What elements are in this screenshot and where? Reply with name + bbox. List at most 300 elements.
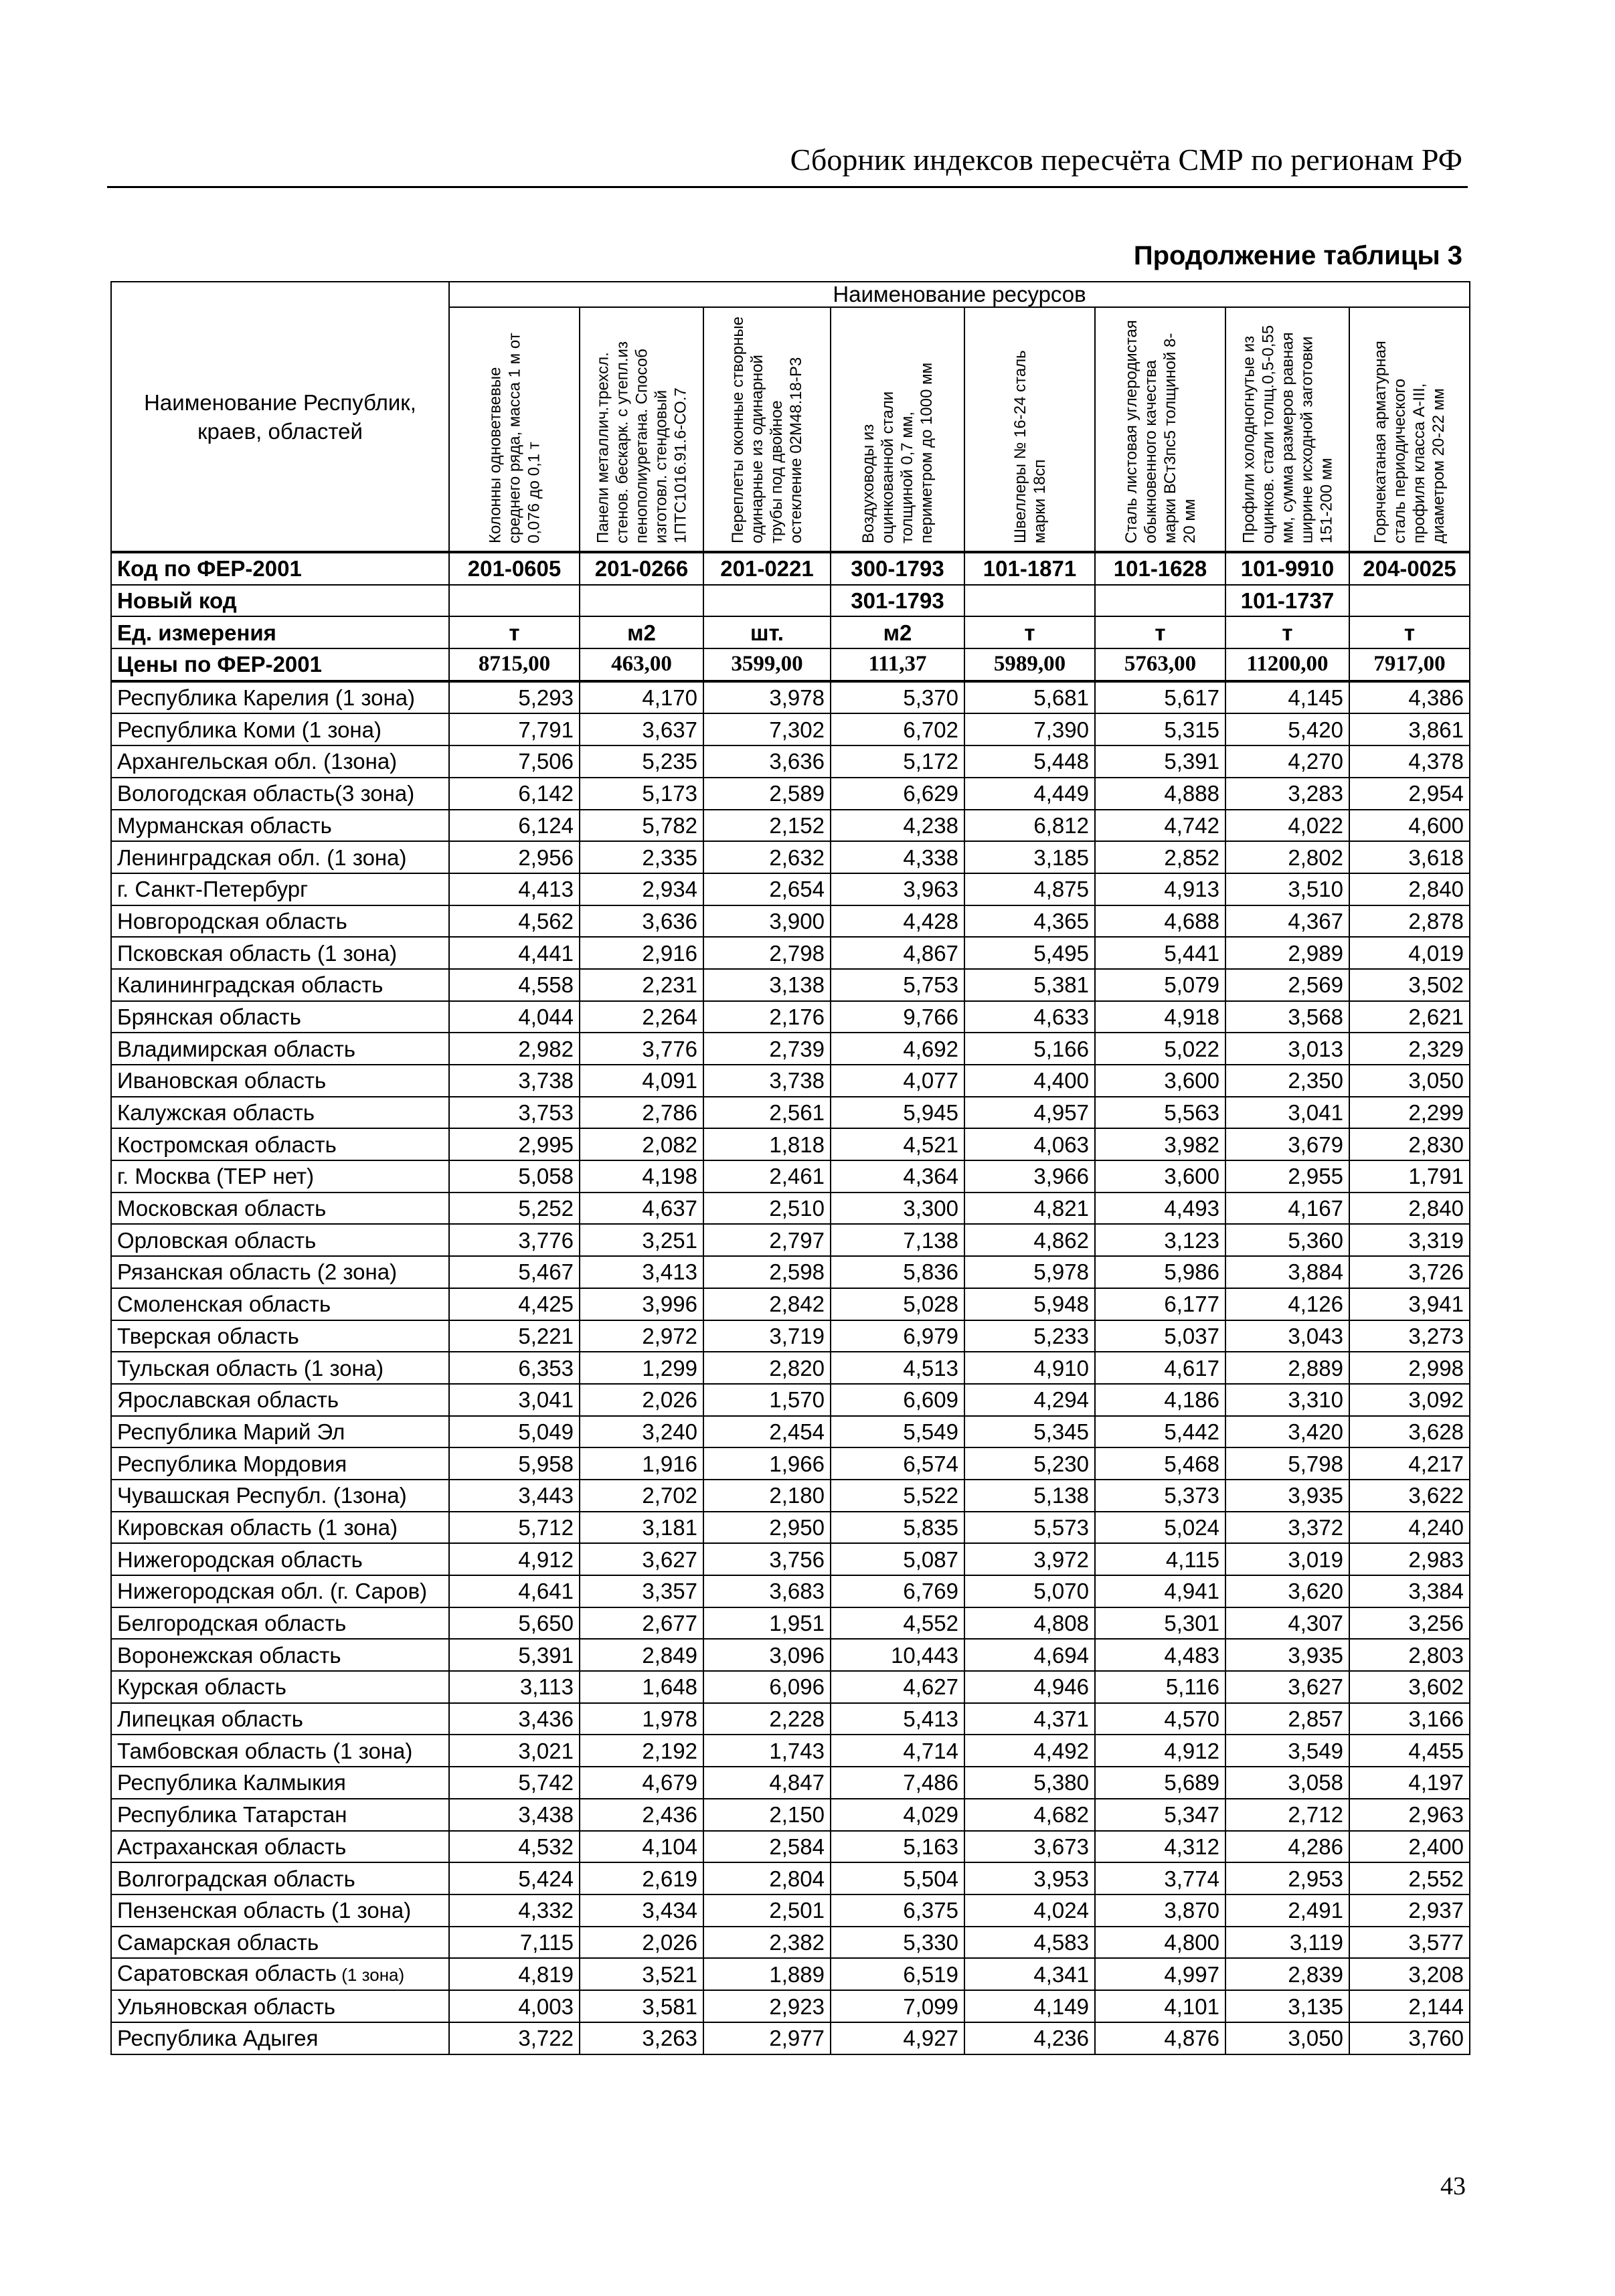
- price-cell: 463,00: [580, 648, 703, 681]
- index-value-cell: 5,563: [1095, 1097, 1225, 1129]
- index-value-cell: 2,350: [1225, 1065, 1349, 1097]
- index-value-cell: 4,912: [449, 1543, 580, 1575]
- index-value-cell: 4,714: [831, 1735, 964, 1767]
- index-value-cell: 3,138: [703, 969, 831, 1001]
- index-value-cell: 5,948: [964, 1288, 1095, 1320]
- index-value-cell: 2,937: [1349, 1894, 1470, 1927]
- unit-cell: м2: [580, 616, 703, 648]
- index-value-cell: 4,428: [831, 905, 964, 938]
- index-value-cell: 5,689: [1095, 1767, 1225, 1799]
- index-value-cell: 5,235: [580, 745, 703, 778]
- index-value-cell: 5,373: [1095, 1480, 1225, 1512]
- index-value-cell: 1,916: [580, 1447, 703, 1480]
- index-value-cell: 2,264: [580, 1001, 703, 1033]
- region-name-cell: [111, 1862, 449, 1894]
- index-value-cell: 3,019: [1225, 1543, 1349, 1575]
- index-value-cell: 6,979: [831, 1320, 964, 1352]
- region-name-cell: [111, 1671, 449, 1703]
- index-value-cell: 4,413: [449, 873, 580, 905]
- region-name-cell: [111, 1799, 449, 1831]
- index-value-cell: 3,310: [1225, 1384, 1349, 1416]
- region-name: Республика Калмыкия: [117, 1770, 346, 1795]
- index-value-cell: 5,173: [580, 778, 703, 810]
- index-value-cell: 5,782: [580, 810, 703, 842]
- index-value-cell: 4,270: [1225, 745, 1349, 778]
- index-value-cell: 2,712: [1225, 1799, 1349, 1831]
- index-value-cell: 4,455: [1349, 1735, 1470, 1767]
- index-value-cell: 3,263: [580, 2022, 703, 2054]
- fer-code-cell: 101-9910: [1225, 552, 1349, 585]
- region-name-cell: [111, 1065, 449, 1097]
- index-value-cell: 2,299: [1349, 1097, 1470, 1129]
- index-value-cell: 2,082: [580, 1128, 703, 1160]
- table-row: [111, 1543, 1470, 1575]
- index-value-cell: 5,391: [1095, 745, 1225, 778]
- index-value-cell: 10,443: [831, 1639, 964, 1671]
- resource-name: Профили холодногнутые из оцинков. стали толщ.0,5-0,55 мм, сумма размеров равная ширине исходной заготовки 151-200 мм: [1240, 325, 1335, 543]
- region-name-cell: [111, 1639, 449, 1671]
- region-name-cell: [111, 1320, 449, 1352]
- unit-cell: т: [964, 616, 1095, 648]
- table-row: [111, 1160, 1470, 1193]
- resource-column-header: [1095, 307, 1225, 552]
- index-value-cell: 5,037: [1095, 1320, 1225, 1352]
- index-value-cell: 1,743: [703, 1735, 831, 1767]
- new-code-cell: [1095, 585, 1225, 617]
- index-value-cell: 4,617: [1095, 1352, 1225, 1384]
- table-row: [111, 1958, 1470, 1990]
- index-value-cell: 5,836: [831, 1256, 964, 1288]
- index-value-cell: 5,360: [1225, 1224, 1349, 1256]
- index-value-cell: 2,977: [703, 2022, 831, 2054]
- index-value-cell: 5,712: [449, 1512, 580, 1544]
- region-name: Мурманская область: [117, 812, 332, 838]
- new-code-cell: [964, 585, 1095, 617]
- region-name-cell: [111, 1160, 449, 1193]
- index-value-cell: 7,390: [964, 713, 1095, 745]
- region-name-cell: [111, 1097, 449, 1129]
- index-value-cell: 4,332: [449, 1894, 580, 1927]
- index-value-cell: 3,900: [703, 905, 831, 938]
- index-value-cell: 4,641: [449, 1575, 580, 1607]
- table-row: [111, 1320, 1470, 1352]
- index-value-cell: 3,620: [1225, 1575, 1349, 1607]
- table-row: [111, 873, 1470, 905]
- unit-row-label: Ед. измерения: [111, 616, 449, 648]
- index-value-cell: 2,454: [703, 1416, 831, 1448]
- index-value-cell: 2,152: [703, 810, 831, 842]
- resource-column-header: [1225, 307, 1349, 552]
- region-name-cell: [111, 969, 449, 1001]
- index-value-cell: 4,238: [831, 810, 964, 842]
- index-value-cell: 3,935: [1225, 1480, 1349, 1512]
- index-value-cell: 2,584: [703, 1831, 831, 1863]
- index-value-cell: 3,240: [580, 1416, 703, 1448]
- fer-code-cell: 101-1871: [964, 552, 1095, 585]
- index-value-cell: 4,912: [1095, 1735, 1225, 1767]
- price-cell: 11200,00: [1225, 648, 1349, 681]
- index-value-cell: 5,024: [1095, 1512, 1225, 1544]
- index-value-cell: 4,236: [964, 2022, 1095, 2054]
- index-value-cell: 3,521: [580, 1958, 703, 1990]
- index-value-cell: 5,986: [1095, 1256, 1225, 1288]
- index-value-cell: 5,573: [964, 1512, 1095, 1544]
- index-value-cell: 2,569: [1225, 969, 1349, 1001]
- index-value-cell: 5,617: [1095, 681, 1225, 714]
- index-value-cell: 2,802: [1225, 841, 1349, 873]
- index-value-cell: 2,180: [703, 1480, 831, 1512]
- index-value-cell: 5,028: [831, 1288, 964, 1320]
- region-name-cell: [111, 713, 449, 745]
- index-value-cell: 1,570: [703, 1384, 831, 1416]
- index-value-cell: 4,682: [964, 1799, 1095, 1831]
- index-value-cell: 4,532: [449, 1831, 580, 1863]
- index-value-cell: 7,138: [831, 1224, 964, 1256]
- index-value-cell: 3,502: [1349, 969, 1470, 1001]
- new-code-cell: [449, 585, 580, 617]
- table-row: [111, 1033, 1470, 1065]
- index-value-cell: 3,021: [449, 1735, 580, 1767]
- index-value-cell: 4,558: [449, 969, 580, 1001]
- index-value-cell: 2,144: [1349, 1990, 1470, 2022]
- region-name: Волгоградская область: [117, 1866, 355, 1891]
- index-value-cell: 4,910: [964, 1352, 1095, 1384]
- index-value-cell: 2,589: [703, 778, 831, 810]
- index-value-cell: 4,583: [964, 1927, 1095, 1959]
- index-value-cell: 2,982: [449, 1033, 580, 1065]
- table-row: [111, 1831, 1470, 1863]
- index-value-cell: 4,679: [580, 1767, 703, 1799]
- index-value-cell: 6,812: [964, 810, 1095, 842]
- index-value-cell: 4,941: [1095, 1575, 1225, 1607]
- new-code-cell: [580, 585, 703, 617]
- region-name: г. Москва (ТЕР нет): [117, 1164, 315, 1189]
- index-value-cell: 2,852: [1095, 841, 1225, 873]
- index-value-cell: 2,382: [703, 1927, 831, 1959]
- index-value-cell: 2,501: [703, 1894, 831, 1927]
- index-value-cell: 2,677: [580, 1607, 703, 1640]
- index-value-cell: 2,804: [703, 1862, 831, 1894]
- index-value-cell: 2,916: [580, 937, 703, 969]
- resource-name: Воздуховоды из оцинкованной стали толщиной 0,7 мм, периметром до 1000 мм: [859, 362, 936, 543]
- fer-code-cell: 201-0605: [449, 552, 580, 585]
- index-value-cell: 5,835: [831, 1512, 964, 1544]
- index-value-cell: 4,063: [964, 1128, 1095, 1160]
- region-name-cell: [111, 1894, 449, 1927]
- table-row: [111, 1575, 1470, 1607]
- index-value-cell: 2,830: [1349, 1128, 1470, 1160]
- fer-code-cell: 204-0025: [1349, 552, 1470, 585]
- index-value-cell: 4,449: [964, 778, 1095, 810]
- table-row: [111, 1607, 1470, 1640]
- index-value-cell: 4,483: [1095, 1639, 1225, 1671]
- region-name-cell: [111, 1352, 449, 1384]
- page-header-title: Сборник индексов пересчёта СМР по регионам РФ: [790, 143, 1462, 177]
- index-value-cell: 2,026: [580, 1927, 703, 1959]
- index-value-cell: 2,797: [703, 1224, 831, 1256]
- index-value-cell: 3,637: [580, 713, 703, 745]
- index-value-cell: 4,294: [964, 1384, 1095, 1416]
- table-row: [111, 1128, 1470, 1160]
- index-value-cell: 2,820: [703, 1352, 831, 1384]
- index-value-cell: 2,461: [703, 1160, 831, 1193]
- region-name-cell: [111, 1224, 449, 1256]
- region-name-cell: [111, 1990, 449, 2022]
- index-value-cell: 4,003: [449, 1990, 580, 2022]
- region-name-cell: [111, 905, 449, 938]
- index-value-cell: 4,400: [964, 1065, 1095, 1097]
- index-value-cell: 7,115: [449, 1927, 580, 1959]
- region-name: Ивановская область: [117, 1068, 327, 1093]
- index-value-cell: 4,019: [1349, 937, 1470, 969]
- resource-name: Колонны одноветвевые среднего ряда, масса 1 м от 0,076 до 0,1 т: [486, 332, 543, 543]
- index-value-cell: 5,087: [831, 1543, 964, 1575]
- index-value-cell: 3,013: [1225, 1033, 1349, 1065]
- region-name: Белгородская область: [117, 1611, 347, 1636]
- region-name: Чувашская Республ. (1зона): [117, 1483, 407, 1508]
- index-value-cell: 3,283: [1225, 778, 1349, 810]
- index-value-cell: 2,619: [580, 1862, 703, 1894]
- region-name: Нижегородская область: [117, 1547, 363, 1572]
- index-value-cell: 4,149: [964, 1990, 1095, 2022]
- index-value-cell: 4,562: [449, 905, 580, 938]
- resource-name: Горячекатаная арматурная сталь периодического профиля класса А-III, диаметром 20-22 мм: [1371, 340, 1448, 543]
- price-cell: 3599,00: [703, 648, 831, 681]
- index-value-cell: 2,972: [580, 1320, 703, 1352]
- region-name: Тульская область (1 зона): [117, 1355, 384, 1381]
- index-value-cell: 3,861: [1349, 713, 1470, 745]
- index-value-cell: 3,600: [1095, 1160, 1225, 1193]
- region-name-cell: [111, 1543, 449, 1575]
- index-value-cell: 6,519: [831, 1958, 964, 1990]
- resource-name: Швеллеры № 16-24 сталь марки 18сп: [1011, 349, 1049, 543]
- index-value-cell: 5,049: [449, 1416, 580, 1448]
- index-value-cell: 3,627: [580, 1543, 703, 1575]
- index-value-cell: 4,876: [1095, 2022, 1225, 2054]
- unit-cell: т: [1225, 616, 1349, 648]
- region-name: Республика Карелия (1 зона): [117, 685, 416, 711]
- region-name: Самарская область: [117, 1929, 319, 1955]
- region-name: Владимирская область: [117, 1036, 356, 1061]
- index-value-cell: 1,299: [580, 1352, 703, 1384]
- region-name: Смоленская область: [117, 1292, 331, 1317]
- index-value-cell: 2,786: [580, 1097, 703, 1129]
- index-value-cell: 3,683: [703, 1575, 831, 1607]
- index-value-cell: 2,956: [449, 841, 580, 873]
- region-name-cell: [111, 1927, 449, 1959]
- index-value-cell: 5,441: [1095, 937, 1225, 969]
- region-name: Пензенская область (1 зона): [117, 1898, 412, 1923]
- index-value-cell: 9,766: [831, 1001, 964, 1033]
- index-value-cell: 3,966: [964, 1160, 1095, 1193]
- index-value-cell: 3,256: [1349, 1607, 1470, 1640]
- index-value-cell: 4,312: [1095, 1831, 1225, 1863]
- index-value-cell: 3,041: [449, 1384, 580, 1416]
- region-name: Ульяновская область: [117, 1994, 336, 2019]
- index-value-cell: 5,293: [449, 681, 580, 714]
- price-row-label: Цены по ФЕР-2001: [111, 648, 449, 681]
- index-value-cell: 1,791: [1349, 1160, 1470, 1193]
- unit-cell: м2: [831, 616, 964, 648]
- table-row: [111, 1703, 1470, 1735]
- resource-column-header: [449, 307, 580, 552]
- table-row: [111, 1288, 1470, 1320]
- region-name: Астраханская область: [117, 1834, 347, 1859]
- index-value-cell: 5,381: [964, 969, 1095, 1001]
- region-name: Ярославская область: [117, 1387, 339, 1413]
- region-name: Псковская область (1 зона): [117, 940, 398, 966]
- table-row: [111, 1927, 1470, 1959]
- index-value-cell: 4,338: [831, 841, 964, 873]
- index-value-cell: 3,357: [580, 1575, 703, 1607]
- index-value-cell: 3,602: [1349, 1671, 1470, 1703]
- index-value-cell: 2,849: [580, 1639, 703, 1671]
- index-value-cell: 3,510: [1225, 873, 1349, 905]
- index-value-cell: 5,391: [449, 1639, 580, 1671]
- index-value-cell: 3,413: [580, 1256, 703, 1288]
- price-cell: 5989,00: [964, 648, 1095, 681]
- index-value-cell: 5,345: [964, 1416, 1095, 1448]
- index-value-cell: 7,791: [449, 713, 580, 745]
- region-name-cell: [111, 1033, 449, 1065]
- index-value-cell: 3,300: [831, 1193, 964, 1225]
- index-value-cell: 4,957: [964, 1097, 1095, 1129]
- index-value-cell: 2,400: [1349, 1831, 1470, 1863]
- index-value-cell: 4,692: [831, 1033, 964, 1065]
- index-value-cell: 4,341: [964, 1958, 1095, 1990]
- region-name: Республика Адыгея: [117, 2026, 319, 2051]
- index-value-cell: 3,319: [1349, 1224, 1470, 1256]
- fer-code-cell: 201-0221: [703, 552, 831, 585]
- index-value-cell: 4,521: [831, 1128, 964, 1160]
- resource-name: Переплеты оконные створные одинарные из одинарной трубы под двойное остекление 02М48.18-Р3: [729, 316, 805, 543]
- index-value-cell: 5,330: [831, 1927, 964, 1959]
- region-name: Республика Марий Эл: [117, 1419, 345, 1444]
- index-value-cell: 2,803: [1349, 1639, 1470, 1671]
- unit-cell: шт.: [703, 616, 831, 648]
- index-value-cell: 4,286: [1225, 1831, 1349, 1863]
- index-value-cell: 3,384: [1349, 1575, 1470, 1607]
- index-value-cell: 3,776: [449, 1224, 580, 1256]
- index-value-cell: 4,217: [1349, 1447, 1470, 1480]
- region-name-cell: [111, 1831, 449, 1863]
- table-row: [111, 1224, 1470, 1256]
- fer-code-cell: 201-0266: [580, 552, 703, 585]
- index-value-cell: 3,996: [580, 1288, 703, 1320]
- index-value-cell: 4,821: [964, 1193, 1095, 1225]
- index-value-cell: 7,099: [831, 1990, 964, 2022]
- table-row: [111, 1447, 1470, 1480]
- index-value-cell: 3,577: [1349, 1927, 1470, 1959]
- table-row: [111, 841, 1470, 873]
- index-value-cell: 4,378: [1349, 745, 1470, 778]
- index-value-cell: 3,372: [1225, 1512, 1349, 1544]
- resources-group-header: Наименование ресурсов: [449, 282, 1470, 307]
- index-value-cell: 4,847: [703, 1767, 831, 1799]
- index-value-cell: 4,186: [1095, 1384, 1225, 1416]
- index-value-cell: 3,123: [1095, 1224, 1225, 1256]
- index-value-cell: 6,629: [831, 778, 964, 810]
- index-value-cell: 5,301: [1095, 1607, 1225, 1640]
- index-value-cell: 4,819: [449, 1958, 580, 1990]
- index-value-cell: 5,116: [1095, 1671, 1225, 1703]
- index-value-cell: 4,918: [1095, 1001, 1225, 1033]
- index-value-cell: 4,091: [580, 1065, 703, 1097]
- table-row: [111, 1065, 1470, 1097]
- index-value-cell: 5,742: [449, 1767, 580, 1799]
- page-number: 43: [1440, 2172, 1466, 2200]
- index-value-cell: 4,044: [449, 1001, 580, 1033]
- index-value-cell: 3,738: [449, 1065, 580, 1097]
- index-value-cell: 3,568: [1225, 1001, 1349, 1033]
- index-value-cell: 3,600: [1095, 1065, 1225, 1097]
- index-value-cell: 3,050: [1225, 2022, 1349, 2054]
- index-value-cell: 3,041: [1225, 1097, 1349, 1129]
- region-name: Воронежская область: [117, 1642, 341, 1668]
- index-value-cell: 4,364: [831, 1160, 964, 1193]
- index-value-cell: 4,425: [449, 1288, 580, 1320]
- index-value-cell: 2,839: [1225, 1958, 1349, 1990]
- index-value-cell: 2,335: [580, 841, 703, 873]
- index-value-cell: 4,198: [580, 1160, 703, 1193]
- index-value-cell: 4,800: [1095, 1927, 1225, 1959]
- index-value-cell: 2,561: [703, 1097, 831, 1129]
- index-value-cell: 7,486: [831, 1767, 964, 1799]
- index-value-cell: 3,208: [1349, 1958, 1470, 1990]
- index-value-cell: 5,058: [449, 1160, 580, 1193]
- resource-column-header: [580, 307, 703, 552]
- index-value-cell: 2,840: [1349, 873, 1470, 905]
- region-name: Рязанская область (2 зона): [117, 1259, 398, 1285]
- region-name: Калининградская область: [117, 972, 384, 998]
- region-name: Новгородская область: [117, 908, 347, 934]
- table-row: [111, 1671, 1470, 1703]
- resource-column-header: [964, 307, 1095, 552]
- index-value-cell: 3,935: [1225, 1639, 1349, 1671]
- region-name: Саратовская область: [117, 1961, 337, 1986]
- index-value-cell: 2,983: [1349, 1543, 1470, 1575]
- index-value-cell: 5,420: [1225, 713, 1349, 745]
- index-value-cell: 2,842: [703, 1288, 831, 1320]
- price-cell: 7917,00: [1349, 648, 1470, 681]
- table-row: [111, 778, 1470, 810]
- region-name: Ленинградская обл. (1 зона): [117, 845, 407, 870]
- index-value-cell: 5,230: [964, 1447, 1095, 1480]
- index-value-cell: 3,420: [1225, 1416, 1349, 1448]
- region-name: Республика Коми (1 зона): [117, 717, 382, 742]
- index-value-cell: 4,888: [1095, 778, 1225, 810]
- index-value-cell: 6,702: [831, 713, 964, 745]
- index-value-cell: 3,753: [449, 1097, 580, 1129]
- table-row: [111, 1097, 1470, 1129]
- region-column-header: Наименование Республик, краев, областей: [111, 282, 449, 552]
- index-value-cell: 2,889: [1225, 1352, 1349, 1384]
- resource-column-header: [831, 307, 964, 552]
- index-value-cell: 3,092: [1349, 1384, 1470, 1416]
- index-value-cell: 5,347: [1095, 1799, 1225, 1831]
- index-value-cell: 3,166: [1349, 1703, 1470, 1735]
- region-name-cell: [111, 841, 449, 873]
- table-row: [111, 1512, 1470, 1544]
- index-value-cell: 4,441: [449, 937, 580, 969]
- index-value-cell: 2,998: [1349, 1352, 1470, 1384]
- index-value-cell: 4,386: [1349, 681, 1470, 714]
- new-code-cell: 301-1793: [831, 585, 964, 617]
- fer-code-cell: 300-1793: [831, 552, 964, 585]
- index-value-cell: 5,252: [449, 1193, 580, 1225]
- new-code-row-label: Новый код: [111, 585, 449, 617]
- index-value-cell: 4,104: [580, 1831, 703, 1863]
